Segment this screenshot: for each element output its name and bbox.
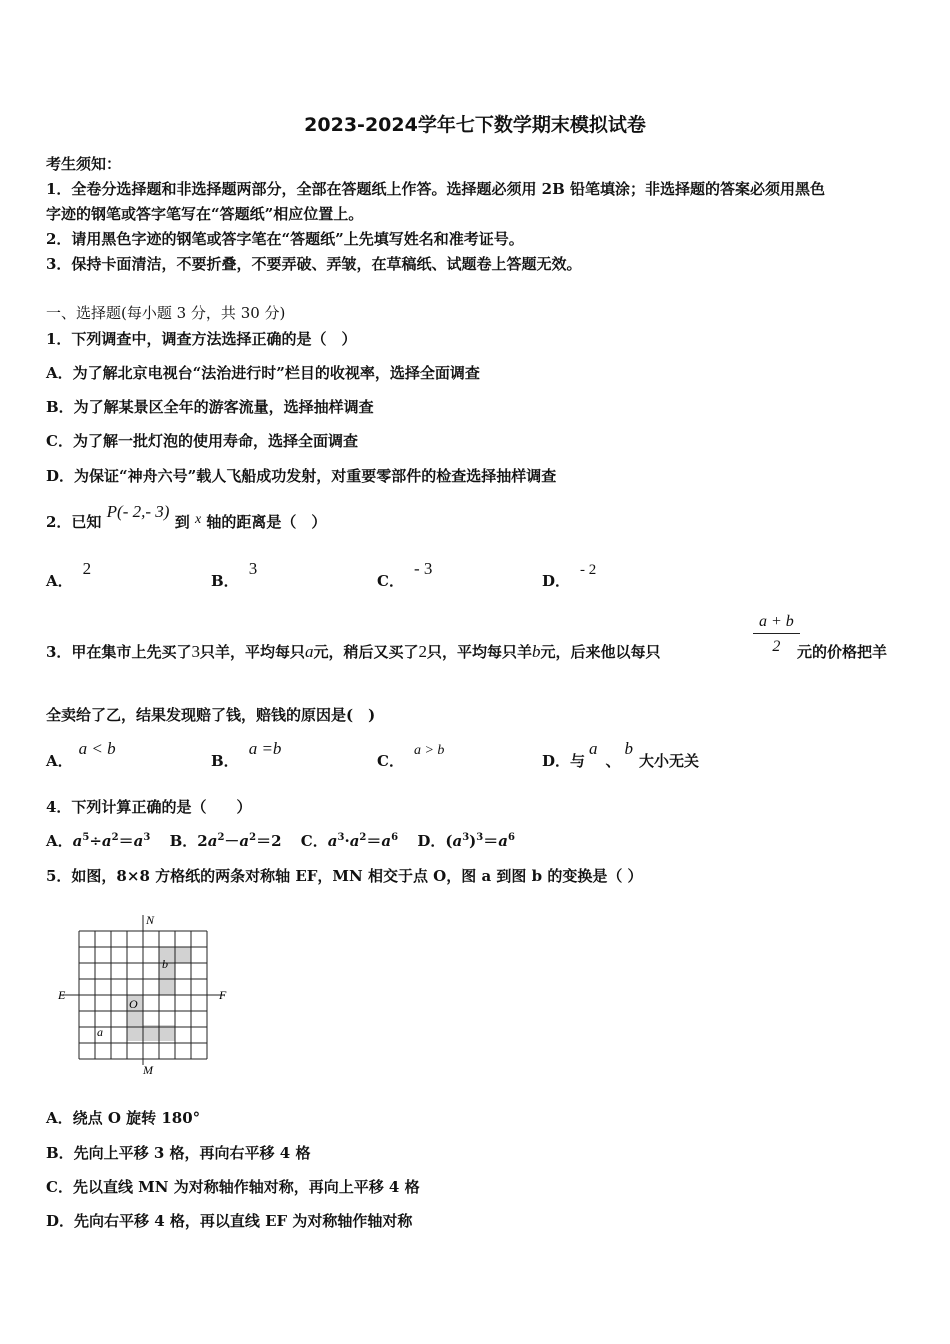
q3-option-a[interactable]: A．a < b <box>46 739 116 770</box>
q2-option-b[interactable]: B．3 <box>211 559 258 590</box>
label-f: F <box>219 988 227 1002</box>
q5-option-c[interactable]: C．先以直线 MN 为对称轴作轴对称，再向上平移 4 格 <box>46 1178 420 1196</box>
q3-text: 元的价格把羊 <box>797 643 888 661</box>
page-title: 2023-2024学年七下数学期末模拟试卷 <box>304 114 646 136</box>
notice-line: 字迹的钢笔或答字笔写在“答题纸”相应位置上。 <box>46 205 364 223</box>
q3-fraction: $\frac{a + b}{2}$ <box>753 613 800 656</box>
grid-figure <box>50 910 240 1080</box>
q2-text: 2．已知 <box>46 513 102 531</box>
q1-option-c[interactable]: C．为了解一批灯泡的使用寿命，选择全面调查 <box>46 432 358 450</box>
q1-option-d[interactable]: D．为保证“神舟六号”载人飞船成功发射，对重要零部件的检查选择抽样调查 <box>46 467 557 485</box>
q5-option-d[interactable]: D．先向右平移 4 格，再以直线 EF 为对称轴作轴对称 <box>46 1212 413 1230</box>
q3-line2: 全卖给了乙，结果发现赔了钱，赔钱的原因是( ) <box>46 706 376 724</box>
question-2-stem <box>46 502 327 532</box>
q4-option-d[interactable]: D．$(a^3)^3=a^6$ <box>417 832 515 850</box>
label-e: E <box>58 988 66 1002</box>
q1-option-b[interactable]: B．为了解某景区全年的游客流量，选择抽样调查 <box>46 398 374 416</box>
q3-option-b[interactable]: B．a =b <box>211 739 282 770</box>
label-o: O <box>129 997 138 1011</box>
q2-option-a[interactable]: A．2 <box>46 559 92 590</box>
question-4-stem: 4．下列计算正确的是（ ） <box>46 798 252 816</box>
q2-option-d[interactable]: D．- 2 <box>542 562 597 590</box>
q1-option-a[interactable]: A．为了解北京电视台“法治进行时”栏目的收视率，选择全面调查 <box>46 364 480 382</box>
label-b: b <box>162 957 168 971</box>
notice-line: 1．全卷分选择题和非选择题两部分，全部在答题纸上作答。选择题必须用 2B 铅笔填涂；非选择题的答案必须用黑色 <box>46 180 826 198</box>
q3-option-d[interactable]: D．与a、b大小无关 <box>542 739 700 770</box>
q2-text: 到 <box>174 513 190 531</box>
q4-options <box>46 830 515 851</box>
notice-line: 2．请用黑色字迹的钢笔或答字笔在“答题纸”上先填写姓名和准考证号。 <box>46 230 524 248</box>
notice-heading: 考生须知： <box>46 155 122 173</box>
q4-option-c[interactable]: C．$a^3\cdot a^2=a^6$ <box>300 832 399 850</box>
question-3-stem: 3．甲在集市上先买了3只羊，平均每只a元，稍后又买了2只，平均每只羊b元，后来他以每只 <box>46 642 661 661</box>
q2-point: P(- 2,- 3) <box>106 502 170 521</box>
question-5-stem: 5．如图，8×8 方格纸的两条对称轴 EF，MN 相交于点 O，图 a 到图 b 的变换是（ ） <box>46 867 643 885</box>
q2-text: 轴的距离是（ ） <box>206 513 327 531</box>
label-m: M <box>143 1063 153 1077</box>
label-n: N <box>146 913 155 927</box>
notice-line: 3．保持卡面清洁，不要折叠，不要弄破、弄皱，在草稿纸、试题卷上答题无效。 <box>46 255 582 273</box>
question-1-stem: 1．下列调查中，调查方法选择正确的是（ ） <box>46 330 357 348</box>
q4-option-a[interactable]: A．$a^5\div a^2=a^3$ <box>46 832 151 850</box>
label-a: a <box>97 1025 103 1039</box>
section-heading: 一、选择题(每小题 3 分，共 30 分) <box>46 304 286 322</box>
q5-option-a[interactable]: A．绕点 O 旋转 180° <box>46 1109 201 1127</box>
q3-option-c[interactable]: C．a > b <box>377 743 445 770</box>
q4-option-b[interactable]: B．$2a^2-a^2=2$ <box>169 832 282 850</box>
q5-option-b[interactable]: B．先向上平移 3 格，再向右平移 4 格 <box>46 1144 311 1162</box>
q2-axis: x <box>194 512 202 527</box>
q2-option-c[interactable]: C．- 3 <box>377 559 433 590</box>
